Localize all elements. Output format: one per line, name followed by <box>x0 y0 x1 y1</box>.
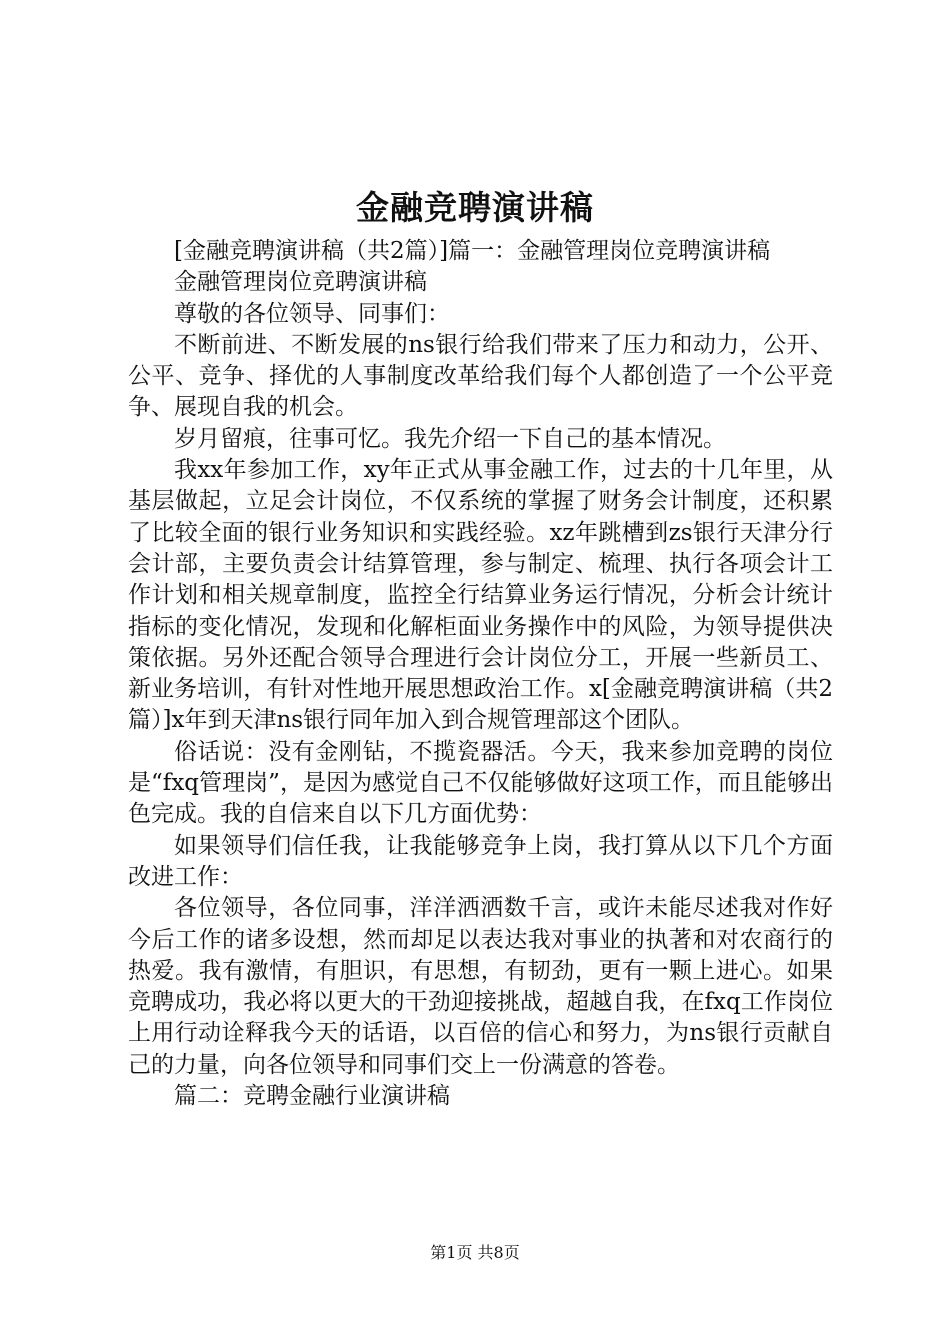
paragraph-part-two-heading: 篇二：竞聘金融行业演讲稿 <box>174 1083 450 1110</box>
paragraph-subtitle: 金融管理岗位竞聘演讲稿 <box>174 269 427 296</box>
document-body <box>128 236 833 1112</box>
paragraph-plan: 如果领导们信任我，让我能够竞争上岗，我打算从以下几个方面改进工作： <box>128 832 833 890</box>
paragraph-self-intro: 岁月留痕，往事可忆。我先介绍一下自己的基本情况。 <box>174 425 726 452</box>
page-footer: 第1页 共8页 <box>430 1243 520 1262</box>
document-title: 金融竞聘演讲稿 <box>356 188 594 227</box>
paragraph-opening: 不断前进、不断发展的ns银行给我们带来了压力和动力，公开、公平、竞争、择优的人事制度改革给我们每个人都创造了一个公平竞争、展现自我的机会。 <box>128 331 833 421</box>
paragraph-salutation: 尊敬的各位领导、同事们： <box>174 300 450 327</box>
paragraph-experience: 我xx年参加工作，xy年正式从事金融工作，过去的十几年里，从基层做起，立足会计岗位，不仅系统的掌握了财务会计制度，还积累了比较全面的银行业务知识和实践经验。xz年跳槽到zs银行天津分行会计部，主要负责会计结算管理，参与制定、梳理、执行各项会计工作计划和相关规章制度，监控全行结算业务运行情况，分析会计统计指标的变化情况，发现和化解柜面业务操作中的风险，为领导提供决策依据。另外还配合领导合理进行会计岗位分工，开展一些新员工、新业务培训，有针对性地开展思想政治工作。x[金融竞聘演讲稿（共2篇）]x年到天津ns银行同年加入到合规管理部这个团队。 <box>128 457 833 734</box>
paragraph-intro-heading: [金融竞聘演讲稿（共2篇）]篇一：金融管理岗位竞聘演讲稿 <box>174 238 771 264</box>
paragraph-closing: 各位领导，各位同事，洋洋洒洒数千言，或许未能尽述我对作好今后工作的诸多设想，然而却足以表达我对事业的执著和对农商行的热爱。我有激情，有胆识，有思想，有韧劲，更有一颗上进心。如果竞聘成功，我必将以更大的干劲迎接挑战，超越自我，在fxq工作岗位上用行动诠释我今天的话语，以百倍的信心和努力，为ns银行贡献自己的力量，向各位领导和同事们交上一份满意的答卷。 <box>128 895 833 1078</box>
paragraph-position: 俗话说：没有金刚钻，不揽瓷器活。今天，我来参加竞聘的岗位是“fxq管理岗”，是因为感觉自己不仅能够做好这项工作，而且能够出色完成。我的自信来自以下几方面优势： <box>128 738 833 828</box>
